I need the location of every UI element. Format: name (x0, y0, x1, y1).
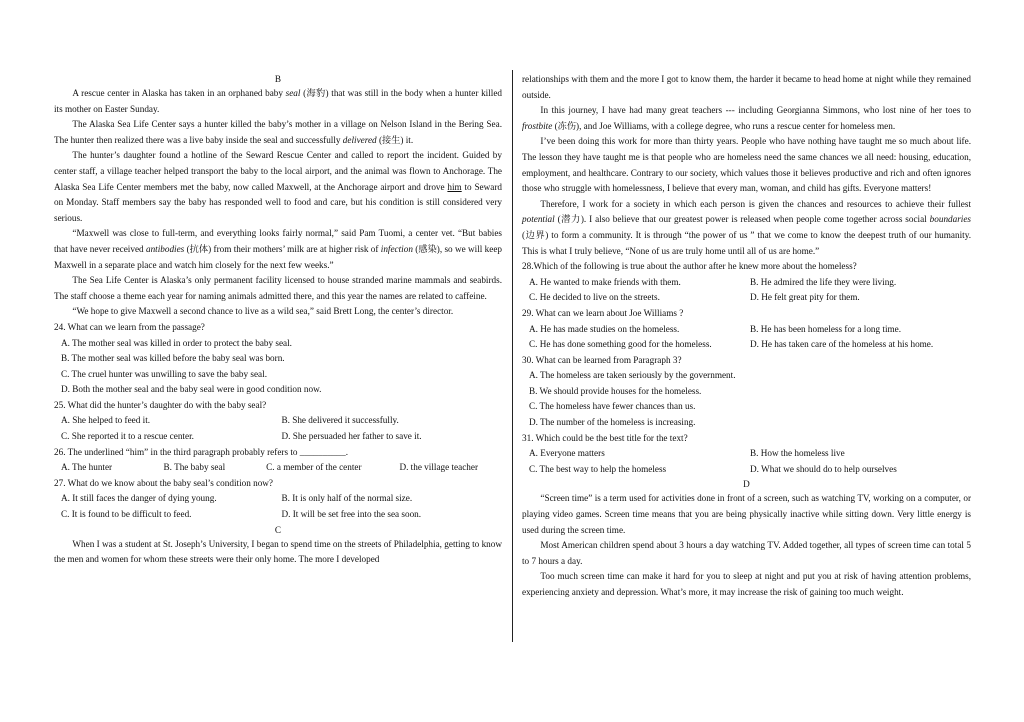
question-27-options (54, 491, 502, 522)
question-27-option-b[interactable]: B. It is only half of the normal size. (281, 493, 413, 504)
question-30-option-b[interactable]: B. We should provide houses for the homeless. (529, 385, 702, 396)
passage-d-paragraph-3: Too much screen time can make it hard for you to sleep at night and put you at risk of having attention problems, experiencing anxiety and depression. What’s more, it may increase the risk of gaining too much weight. (522, 571, 971, 597)
section-b-heading: B (274, 74, 282, 84)
passage-c-paragraph-4: Therefore, I work for a society in which each person is given the chances and resources to achieve their fullest potential (潜力). I also believe that our greatest power is released when people come together across social boundaries (边界) to form a community. It is through “the power of us ” that we come to know the deepest truth of our humanity. This is what I truly believe, “None of us are truly home until all of us are home.” (522, 198, 971, 256)
question-24-option-d[interactable]: D. Both the mother seal and the baby seal were in good condition now. (61, 384, 322, 395)
passage-b-paragraph-1: A rescue center in Alaska has taken in an orphaned baby seal (海豹) that was still in the body when a hunter killed its mother on Easter Sunday. (54, 88, 503, 114)
question-25-options (54, 413, 502, 444)
question-25: 25. What did the hunter’s daughter do with the baby seal? (54, 399, 267, 410)
passage-c-paragraph-3: I’ve been doing this work for more than thirty years. People who have nothing have taught me so much about life. The lesson they have taught me is that people who are homeless need the same chances we all need: housing, education, employment, and healthcare. Contrary to our society, which values those it believes productive and rich and often ignores those who struggle with homelessness, I believe that every man, woman, and child has gifts. Everyone matters! (522, 136, 971, 194)
question-31-option-c[interactable]: C. The best way to help the homeless (529, 463, 667, 474)
question-29-option-d[interactable]: D. He has taken care of the homeless at his home. (750, 339, 934, 350)
question-25-option-d[interactable]: D. She persuaded her father to save it. (281, 431, 422, 442)
question-31-option-b[interactable]: B. How the homeless live (750, 448, 845, 459)
question-27-option-d[interactable]: D. It will be set free into the sea soon. (281, 509, 422, 520)
question-24-option-b[interactable]: B. The mother seal was killed before the baby seal was born. (61, 353, 285, 364)
question-28: 28.Which of the following is true about the author after he knew more about the homeless? (522, 261, 857, 272)
question-30-option-a[interactable]: A. The homeless are taken seriously by the government. (529, 370, 736, 381)
question-28-options (522, 275, 971, 306)
question-30-option-c[interactable]: C. The homeless have fewer chances than us. (529, 401, 696, 412)
passage-b-paragraph-2: The Alaska Sea Life Center says a hunter killed the baby’s mother in a village on Nelson Island in the Bering Sea. The hunter then realized there was a live baby inside the seal and successfully delivered (接生) it. (54, 119, 502, 145)
right-column (522, 72, 971, 601)
section-d-heading: D (743, 479, 750, 490)
question-24-option-a[interactable]: A. The mother seal was killed in order to protect the baby seal. (61, 337, 292, 348)
question-29-option-b[interactable]: B. He has been homeless for a long time. (750, 323, 902, 334)
question-29-options (522, 322, 971, 353)
question-26-option-d[interactable]: D. the village teacher (399, 462, 479, 473)
question-29-option-c[interactable]: C. He has done something good for the homeless. (529, 339, 712, 350)
passage-d-paragraph-1: “Screen time” is a term used for activities done in front of a screen, such as watching TV, working on a computer, or playing video games. Screen time means that you are being physically inactive while sitting down. Very little energy is used during the screen time. (522, 493, 971, 535)
question-26: 26. The underlined “him” in the third paragraph probably refers to __________. (54, 446, 349, 457)
question-30: 30. What can be learned from Paragraph 3? (522, 354, 682, 365)
question-28-option-a[interactable]: A. He wanted to make friends with them. (529, 276, 681, 287)
question-24-options (54, 336, 502, 398)
question-26-option-a[interactable]: A. The hunter (61, 462, 113, 473)
passage-b-paragraph-3: The hunter’s daughter found a hotline of the Seward Rescue Center and called to report the incident. Guided by center staff, a village teacher helped transport the baby to the local airport, and the animal was flown to Anchorage. The Alaska Sea Life Center members met the baby, now called Maxwell, at the Anchorage airport and drove him to Seward on Monday. Staff members say the baby has responded well to food and care, but his condition is still considered very serious. (54, 150, 502, 223)
passage-b-paragraph-4: “Maxwell was close to full-term, and everything looks fairly normal,” said Pam Tuomi, a center vet. “But babies that have never received antibodies (抗体) from their mothers’ milk are at higher risk of infection (感染), so we will keep Maxwell in a separate place and watch him closely for the next few weeks.” (54, 228, 502, 270)
left-column (54, 72, 502, 568)
question-30-option-d[interactable]: D. The number of the homeless is increasing. (529, 417, 696, 428)
passage-c-paragraph-1: When I was a student at St. Joseph’s University, I began to spend time on the streets of Philadelphia, getting to know the men and women for whom these streets were their only home. The more I developed (54, 538, 502, 565)
question-24: 24. What can we learn from the passage? (54, 321, 205, 332)
question-27: 27. What do we know about the baby seal’s condition now? (54, 477, 274, 488)
question-30-options (522, 368, 971, 430)
question-29-option-a[interactable]: A. He has made studies on the homeless. (529, 323, 680, 334)
question-27-option-c[interactable]: C. It is found to be difficult to feed. (61, 509, 192, 520)
question-31-option-d[interactable]: D. What we should do to help ourselves (750, 463, 897, 474)
question-26-options (54, 460, 502, 476)
question-31-option-a[interactable]: A. Everyone matters (529, 448, 605, 459)
column-divider (512, 70, 513, 642)
question-29: 29. What can we learn about Joe Williams ? (522, 307, 684, 318)
question-26-option-b[interactable]: B. The baby seal (163, 462, 226, 473)
passage-b-paragraph-6: “We hope to give Maxwell a second chance to live as a wild sea,” said Brett Long, the center’s director. (72, 306, 454, 317)
question-28-option-d[interactable]: D. He felt great pity for them. (750, 292, 860, 303)
question-25-option-c[interactable]: C. She reported it to a rescue center. (61, 431, 194, 442)
question-28-option-c[interactable]: C. He decided to live on the streets. (529, 292, 660, 303)
question-31-options (522, 446, 971, 477)
passage-b-paragraph-5: The Sea Life Center is Alaska’s only permanent facility licensed to house stranded marine mammals and seabirds. The staff choose a theme each year for naming animals admitted there, and this year the names are related to caffeine. (54, 275, 502, 301)
question-25-option-a[interactable]: A. She helped to feed it. (61, 415, 151, 426)
question-28-option-b[interactable]: B. He admired the life they were living. (750, 276, 897, 287)
question-25-option-b[interactable]: B. She delivered it successfully. (281, 415, 399, 426)
question-27-option-a[interactable]: A. It still faces the danger of dying young. (61, 493, 217, 504)
question-24-option-c[interactable]: C. The cruel hunter was unwilling to save the baby seal. (61, 368, 267, 379)
passage-d-paragraph-2: Most American children spend about 3 hours a day watching TV. Added together, all types of screen time can total 5 to 7 hours a day. (522, 540, 971, 566)
section-c-heading: C (274, 524, 282, 535)
passage-c-paragraph-1-continued: relationships with them and the more I got to know them, the harder it became to head home at night while they remained outside. (522, 74, 971, 100)
question-26-option-c[interactable]: C. a member of the center (266, 462, 362, 473)
passage-c-paragraph-2: In this journey, I have had many great teachers --- including Georgianna Simmons, who lost nine of her toes to frostbite (冻伤), and Joe Williams, with a college degree, who runs a rescue center for homeless men. (522, 105, 971, 131)
question-31: 31. Which could be the best title for the text? (522, 432, 688, 443)
